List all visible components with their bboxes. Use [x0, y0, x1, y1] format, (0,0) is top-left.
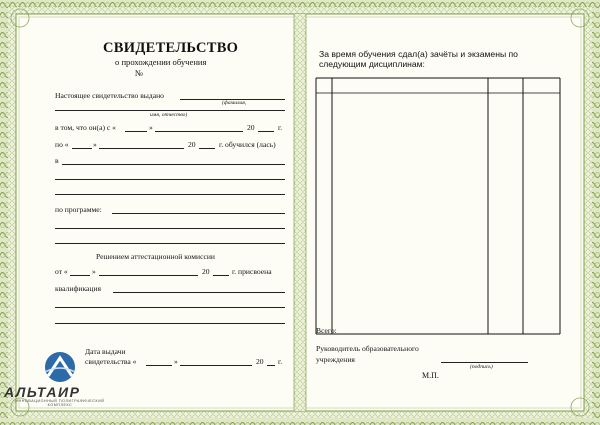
in-label: в — [55, 156, 59, 165]
program-line-3 — [55, 243, 285, 244]
head-label-line2: учреждения — [316, 355, 355, 364]
signature-hint: (подпись) — [470, 364, 493, 370]
qualification-line-3 — [55, 323, 285, 324]
from-month-line — [155, 131, 243, 132]
disciplines-header — [319, 49, 549, 70]
to-year-prefix: 20 — [188, 140, 196, 149]
from-quote-close: » — [149, 123, 153, 132]
issue-year-prefix: 20 — [256, 357, 264, 366]
issue-year-suffix: г. — [278, 357, 283, 366]
program-label: по программе: — [55, 205, 102, 214]
program-line-2 — [55, 228, 285, 229]
decision-from-label: от « — [55, 267, 68, 276]
from-day-line — [125, 131, 147, 132]
blank-line-2 — [55, 194, 285, 195]
from-year-prefix: 20 — [247, 123, 255, 132]
decision-month-line — [99, 275, 198, 276]
name-line — [55, 110, 285, 111]
from-year-line — [258, 131, 274, 132]
studied-label: г. обучился (лась) — [219, 140, 276, 149]
decision-year-prefix: 20 — [202, 267, 210, 276]
logo-tagline: ИННОВАЦИОННЫЙ ПОЛИГРАФИЧЕСКИЙ КОМПЛЕКС — [15, 399, 105, 407]
to-quote-close: » — [93, 140, 97, 149]
name-hint: имя, отчество) — [150, 112, 188, 118]
issue-quote-close: » — [174, 357, 178, 366]
stamp-label: М.П. — [422, 371, 439, 380]
blank-line-1 — [55, 179, 285, 180]
issue-year-line — [267, 365, 275, 366]
issue-date-label: Дата выдачи — [85, 347, 126, 356]
issue-month-line — [180, 365, 252, 366]
from-label: в том, что он(а) с « — [55, 123, 116, 132]
to-label: по « — [55, 140, 69, 149]
altair-logo-icon — [40, 350, 80, 384]
certificate-title: СВИДЕТЕЛЬСТВО — [103, 40, 239, 56]
qualification-line-2 — [55, 307, 285, 308]
disciplines-header-line1: За время обучения сдал(а) зачёты и экзамены по — [319, 49, 518, 59]
number-sign: № — [135, 68, 144, 78]
certificate-subtitle: о прохождении обучения — [115, 57, 207, 67]
to-year-line — [199, 148, 215, 149]
assigned-label: г. присвоена — [232, 267, 272, 276]
surname-hint: (фамилия, — [222, 100, 247, 106]
decision-quote-close: » — [92, 267, 96, 276]
logo-name: АЛЬТАИР — [4, 384, 81, 400]
total-label: Всего: — [316, 326, 337, 335]
qualification-line — [113, 292, 285, 293]
to-day-line — [72, 148, 92, 149]
in-line — [62, 164, 285, 165]
issue-day-line — [146, 365, 172, 366]
certificate-issued-label: свидетельства « — [85, 357, 137, 366]
head-label-line1: Руководитель образовательного — [316, 344, 419, 353]
disciplines-header-line2: следующим дисциплинам: — [319, 59, 425, 70]
issued-to-label: Настоящее свидетельство выдано — [55, 91, 164, 100]
to-month-line — [99, 148, 184, 149]
qualification-label: квалификация — [55, 284, 102, 293]
decision-year-line — [213, 275, 229, 276]
disciplines-table — [310, 76, 562, 338]
program-line — [112, 213, 285, 214]
from-year-suffix: г. — [278, 123, 283, 132]
decision-day-line — [70, 275, 90, 276]
commission-label: Решением аттестационной комиссии — [96, 252, 215, 261]
signature-line — [441, 362, 528, 363]
